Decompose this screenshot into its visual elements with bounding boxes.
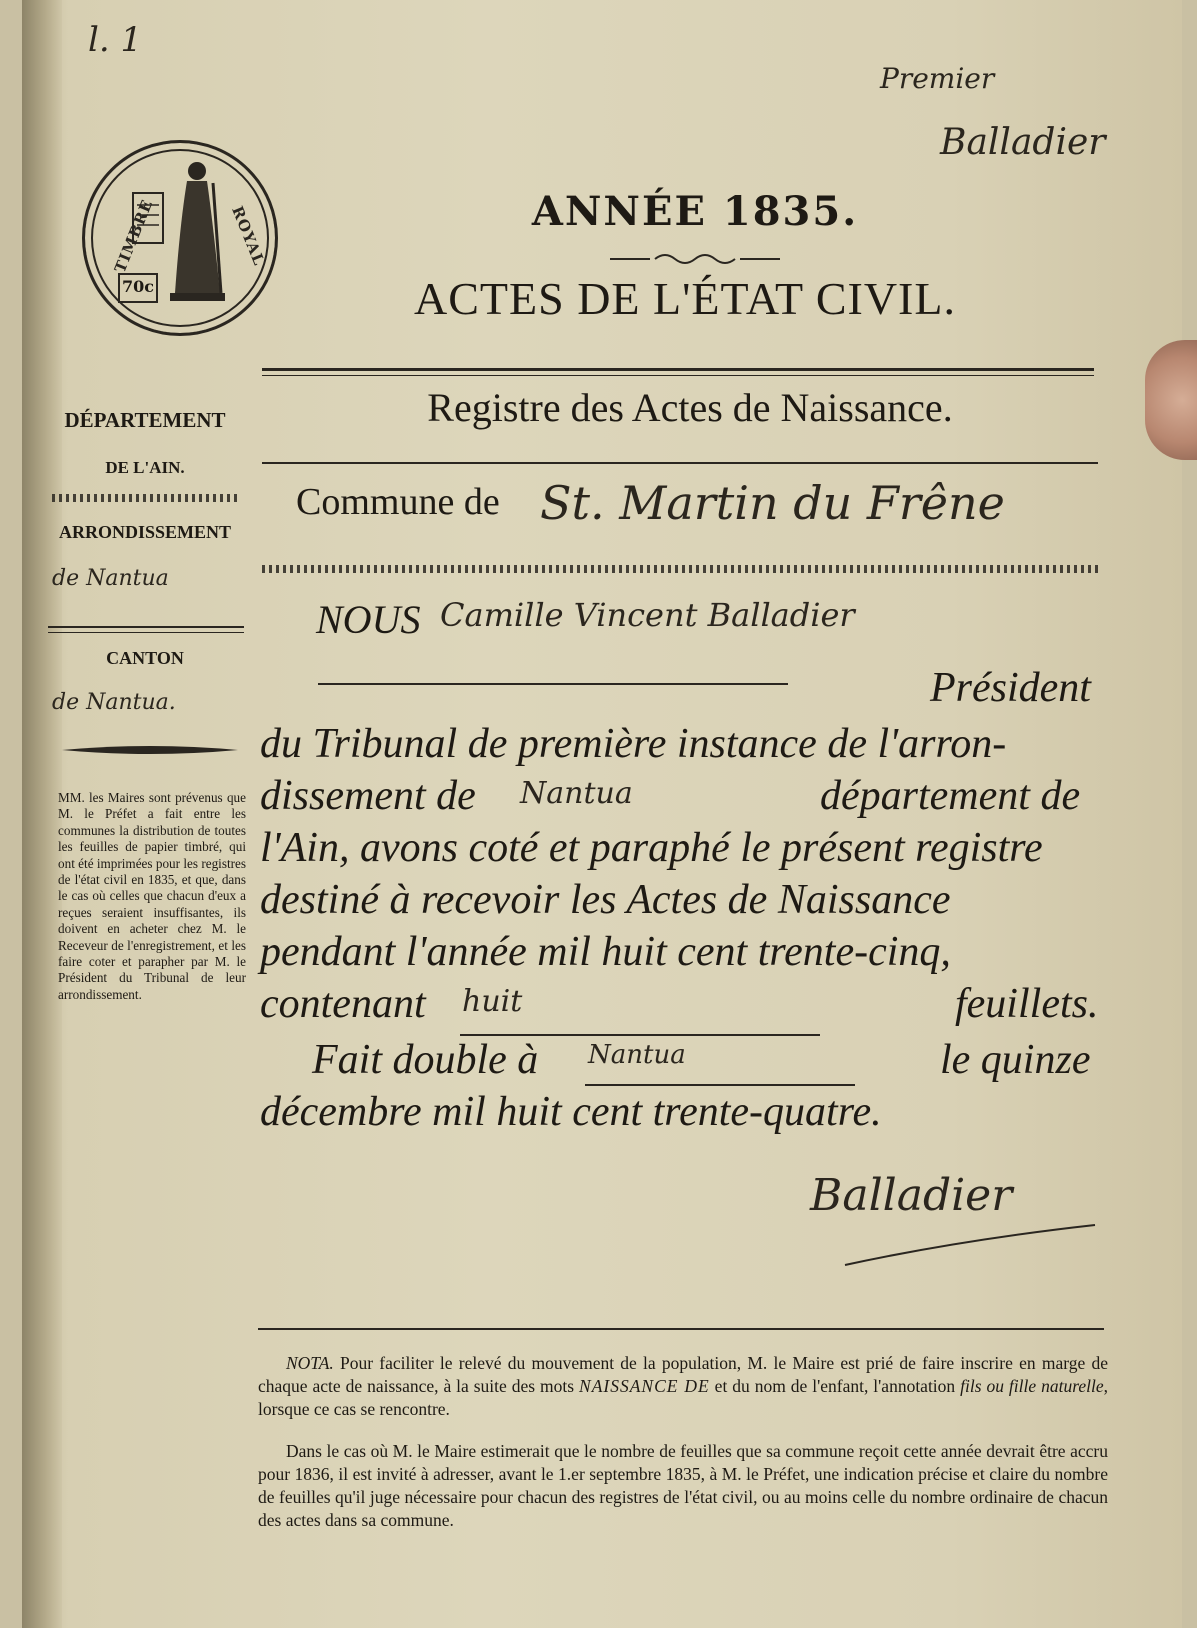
stamp-price: 70c [118, 273, 158, 303]
feuillets-word: feuillets. [955, 981, 1099, 1027]
arrondissement-hand: de Nantua [52, 566, 169, 591]
canton-hand: de Nantua. [52, 690, 176, 715]
line-decembre: décembre mil huit cent trente-quatre. [260, 1089, 882, 1135]
title-rule-bottom [262, 375, 1094, 376]
line-dissement-a: dissement de [260, 773, 476, 819]
fait-blank-line [585, 1084, 855, 1086]
maires-notice: MM. les Maires sont prévenus que M. le Préfet a fait entre les communes la distribution de toutes les feuilles de papier timbré, qui ont été imprimées pour les registres de l'état civil en 1835, et que, dans le cas où celles que chacun d'eux a reçues seraient insuffisantes, ils doivent en acheter chez M. le Receveur de l'enregistrement, et les faire coter et parapher par M. le Président du Tribunal de leur arrondissement. [58, 790, 246, 1002]
left-rule-bottom [48, 632, 244, 633]
page-title: ACTES DE L'ÉTAT CIVIL. [414, 273, 956, 324]
line-ain: l'Ain, avons coté et paraphé le présent registre [260, 825, 1043, 871]
canton-label: CANTON [106, 648, 184, 668]
commune-wavy-rule [262, 565, 1098, 573]
second-paragraph: Dans le cas où M. le Maire estimerait que le nombre de feuilles que sa commune reçoit cette année devrait être accru pour 1836, il est invité à adresser, avant le 1.er septembre 1835, à M. le Préfet, une indication précise et claire du nombre de feuilles qu'il juge nécessaire pour chacun des registres de l'état civil, ou au moins celle du nombre ordinaire de chacun des actes dans sa commune. [258, 1441, 1108, 1530]
registre-heading: Registre des Actes de Naissance. [427, 385, 953, 430]
line-contenant: contenant [260, 981, 426, 1027]
line-dissement-b: département de [820, 773, 1081, 819]
year-title: ANNÉE 1835. [531, 188, 859, 235]
line-tribunal: du Tribunal de première instance de l'arron- [260, 721, 1007, 767]
top-note-signature: Balladier [940, 122, 1106, 163]
president-signature: Balladier [810, 1170, 1013, 1221]
president-word: Président [930, 665, 1091, 711]
nota-italic: fils ou fille naturelle [960, 1376, 1104, 1396]
margin-mark: l. 1 [88, 20, 143, 60]
left-swell-rule [60, 742, 240, 758]
stamp-left-word: TIMBRE [110, 196, 157, 276]
nota-rule [258, 1328, 1104, 1330]
nota-paragraph [258, 1352, 1108, 1421]
book-gutter [22, 0, 62, 1628]
registre-rule [262, 462, 1098, 464]
nous-hand: Camille Vincent Balladier [440, 596, 855, 634]
dissement-hand: Nantua [520, 776, 633, 811]
departement-value: DE L'AIN. [105, 458, 185, 477]
nous-label: NOUS [316, 597, 421, 642]
fait-hand: Nantua [588, 1040, 686, 1070]
ornament-divider [610, 252, 780, 266]
stamp-right-word: ROYAL [228, 203, 269, 269]
nota-label: NOTA. [286, 1353, 334, 1373]
line-fait: Fait double à [312, 1037, 539, 1083]
nota-caps: NAISSANCE DE [579, 1376, 710, 1396]
line-pendant: pendant l'année mil huit cent trente-cinq, [260, 929, 951, 975]
nota-text-a: Pour faciliter le relevé du mouvement de la population, M. le Maire est prié de faire inscrire en marge de chaque acte de naissance, à la suite des mots [258, 1353, 1108, 1396]
contenant-hand: huit [462, 984, 523, 1019]
nota-text-b: et du nom de l'enfant, l'annotation [714, 1376, 956, 1396]
left-rule-top [48, 626, 244, 628]
title-rule-top [262, 368, 1094, 371]
departement-label: DÉPARTEMENT [64, 408, 226, 432]
commune-label: Commune de [296, 481, 500, 523]
royal-stamp [82, 140, 278, 336]
thumb [1145, 340, 1197, 460]
commune-hand: St. Martin du Frêne [540, 476, 1005, 530]
left-wavy-1 [52, 494, 240, 502]
arrondissement-label: ARRONDISSEMENT [58, 522, 232, 542]
signature-flourish [840, 1220, 1100, 1270]
quinze-word: le quinze [940, 1037, 1091, 1083]
line-destine: destiné à recevoir les Actes de Naissance [260, 877, 951, 923]
top-note-line1: Premier [880, 62, 995, 95]
nota-text-c: , lorsque ce cas se rencontre. [258, 1376, 1109, 1419]
nous-blank-line [318, 683, 788, 685]
